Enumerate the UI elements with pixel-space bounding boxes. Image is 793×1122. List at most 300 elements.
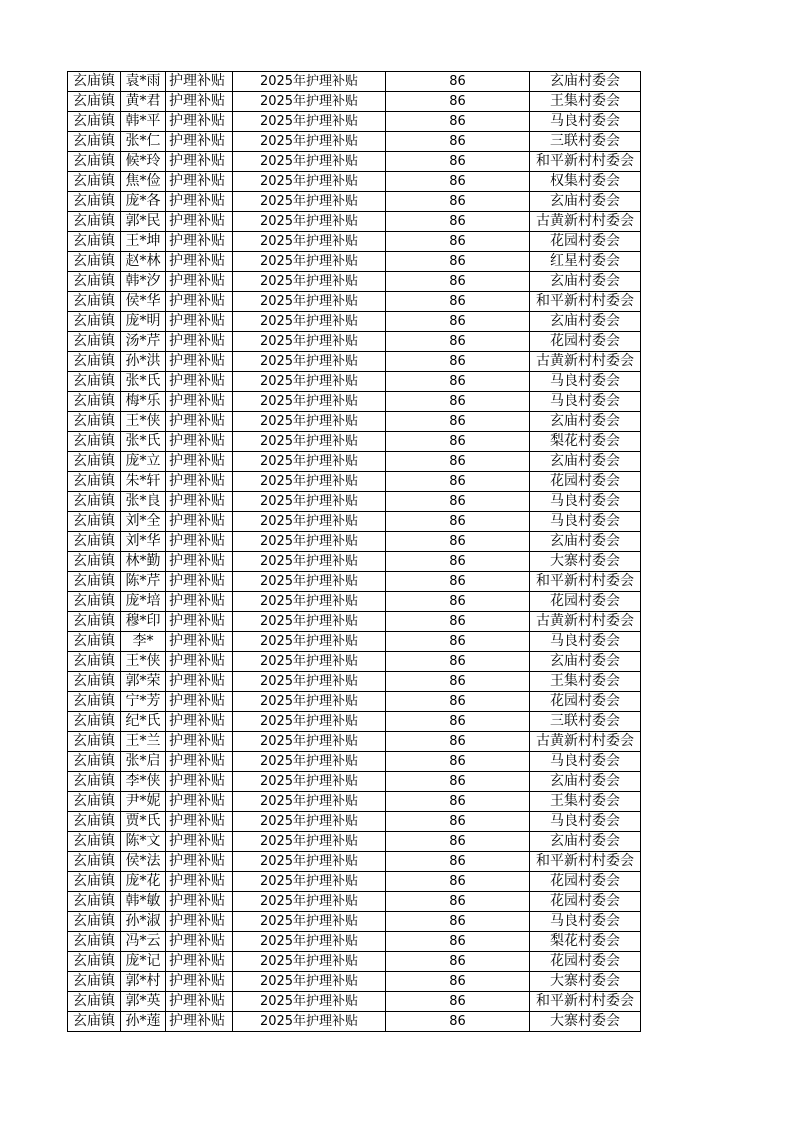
name-cell: 郭*荣	[121, 672, 166, 692]
town-cell: 玄庙镇	[68, 232, 121, 252]
town-cell: 玄庙镇	[68, 412, 121, 432]
amount-cell: 86	[386, 72, 530, 92]
project-cell: 2025年护理补贴	[233, 812, 386, 832]
name-cell: 庞*培	[121, 592, 166, 612]
amount-cell: 86	[386, 492, 530, 512]
amount-cell: 86	[386, 532, 530, 552]
amount-cell: 86	[386, 852, 530, 872]
amount-cell: 86	[386, 352, 530, 372]
amount-cell: 86	[386, 1012, 530, 1032]
name-cell: 李*	[121, 632, 166, 652]
table-row	[68, 772, 641, 792]
amount-cell: 86	[386, 292, 530, 312]
project-cell: 2025年护理补贴	[233, 152, 386, 172]
village-cell: 和平新村村委会	[530, 572, 641, 592]
name-cell: 赵*林	[121, 252, 166, 272]
subsidy-type-cell: 护理补贴	[166, 152, 233, 172]
amount-cell: 86	[386, 252, 530, 272]
village-cell: 玄庙村委会	[530, 272, 641, 292]
subsidy-type-cell: 护理补贴	[166, 932, 233, 952]
town-cell: 玄庙镇	[68, 212, 121, 232]
town-cell: 玄庙镇	[68, 292, 121, 312]
village-cell: 古黄新村村委会	[530, 352, 641, 372]
project-cell: 2025年护理补贴	[233, 452, 386, 472]
subsidy-type-cell: 护理补贴	[166, 272, 233, 292]
town-cell: 玄庙镇	[68, 612, 121, 632]
name-cell: 冯*云	[121, 932, 166, 952]
village-cell: 玄庙村委会	[530, 652, 641, 672]
amount-cell: 86	[386, 132, 530, 152]
amount-cell: 86	[386, 812, 530, 832]
town-cell: 玄庙镇	[68, 772, 121, 792]
table-row	[68, 632, 641, 652]
subsidy-type-cell: 护理补贴	[166, 92, 233, 112]
village-cell: 马良村委会	[530, 632, 641, 652]
town-cell: 玄庙镇	[68, 132, 121, 152]
town-cell: 玄庙镇	[68, 952, 121, 972]
table-row	[68, 652, 641, 672]
village-cell: 玄庙村委会	[530, 772, 641, 792]
village-cell: 古黄新村村委会	[530, 732, 641, 752]
town-cell: 玄庙镇	[68, 672, 121, 692]
amount-cell: 86	[386, 712, 530, 732]
name-cell: 陈*芹	[121, 572, 166, 592]
table-row	[68, 292, 641, 312]
town-cell: 玄庙镇	[68, 372, 121, 392]
subsidy-type-cell: 护理补贴	[166, 192, 233, 212]
village-cell: 马良村委会	[530, 752, 641, 772]
table-row	[68, 392, 641, 412]
village-cell: 花园村委会	[530, 952, 641, 972]
name-cell: 宁*芳	[121, 692, 166, 712]
amount-cell: 86	[386, 392, 530, 412]
subsidy-type-cell: 护理补贴	[166, 652, 233, 672]
town-cell: 玄庙镇	[68, 392, 121, 412]
table-row	[68, 92, 641, 112]
amount-cell: 86	[386, 92, 530, 112]
project-cell: 2025年护理补贴	[233, 752, 386, 772]
project-cell: 2025年护理补贴	[233, 532, 386, 552]
table-row	[68, 152, 641, 172]
amount-cell: 86	[386, 272, 530, 292]
village-cell: 梨花村委会	[530, 432, 641, 452]
village-cell: 玄庙村委会	[530, 832, 641, 852]
subsidy-type-cell: 护理补贴	[166, 952, 233, 972]
project-cell: 2025年护理补贴	[233, 352, 386, 372]
village-cell: 古黄新村村委会	[530, 612, 641, 632]
town-cell: 玄庙镇	[68, 152, 121, 172]
village-cell: 红星村委会	[530, 252, 641, 272]
table-row	[68, 532, 641, 552]
town-cell: 玄庙镇	[68, 572, 121, 592]
town-cell: 玄庙镇	[68, 1012, 121, 1032]
town-cell: 玄庙镇	[68, 272, 121, 292]
name-cell: 刘*全	[121, 512, 166, 532]
name-cell: 穆*印	[121, 612, 166, 632]
name-cell: 张*氏	[121, 372, 166, 392]
village-cell: 三联村委会	[530, 712, 641, 732]
name-cell: 刘*华	[121, 532, 166, 552]
project-cell: 2025年护理补贴	[233, 412, 386, 432]
name-cell: 韩*汐	[121, 272, 166, 292]
town-cell: 玄庙镇	[68, 712, 121, 732]
town-cell: 玄庙镇	[68, 652, 121, 672]
table-row	[68, 192, 641, 212]
name-cell: 张*氏	[121, 432, 166, 452]
village-cell: 马良村委会	[530, 512, 641, 532]
village-cell: 花园村委会	[530, 692, 641, 712]
table-row	[68, 892, 641, 912]
name-cell: 庞*花	[121, 872, 166, 892]
name-cell: 孙*莲	[121, 1012, 166, 1032]
subsidy-type-cell: 护理补贴	[166, 492, 233, 512]
town-cell: 玄庙镇	[68, 252, 121, 272]
name-cell: 侯*华	[121, 292, 166, 312]
name-cell: 庞*立	[121, 452, 166, 472]
subsidy-type-cell: 护理补贴	[166, 732, 233, 752]
project-cell: 2025年护理补贴	[233, 692, 386, 712]
amount-cell: 86	[386, 152, 530, 172]
village-cell: 古黄新村村委会	[530, 212, 641, 232]
town-cell: 玄庙镇	[68, 512, 121, 532]
table-row	[68, 552, 641, 572]
name-cell: 袁*雨	[121, 72, 166, 92]
village-cell: 大寨村委会	[530, 1012, 641, 1032]
town-cell: 玄庙镇	[68, 92, 121, 112]
amount-cell: 86	[386, 972, 530, 992]
village-cell: 和平新村村委会	[530, 152, 641, 172]
village-cell: 和平新村村委会	[530, 852, 641, 872]
name-cell: 王*侠	[121, 652, 166, 672]
table-row	[68, 252, 641, 272]
town-cell: 玄庙镇	[68, 192, 121, 212]
name-cell: 张*良	[121, 492, 166, 512]
subsidy-type-cell: 护理补贴	[166, 472, 233, 492]
table-row	[68, 572, 641, 592]
project-cell: 2025年护理补贴	[233, 632, 386, 652]
project-cell: 2025年护理补贴	[233, 672, 386, 692]
village-cell: 马良村委会	[530, 812, 641, 832]
subsidy-type-cell: 护理补贴	[166, 212, 233, 232]
amount-cell: 86	[386, 332, 530, 352]
table-row	[68, 432, 641, 452]
subsidy-type-cell: 护理补贴	[166, 872, 233, 892]
amount-cell: 86	[386, 772, 530, 792]
name-cell: 尹*妮	[121, 792, 166, 812]
name-cell: 张*启	[121, 752, 166, 772]
subsidy-type-cell: 护理补贴	[166, 432, 233, 452]
subsidy-type-cell: 护理补贴	[166, 232, 233, 252]
table-row	[68, 472, 641, 492]
table-row	[68, 792, 641, 812]
name-cell: 王*侠	[121, 412, 166, 432]
table-row	[68, 612, 641, 632]
subsidy-type-cell: 护理补贴	[166, 532, 233, 552]
amount-cell: 86	[386, 372, 530, 392]
table-row	[68, 732, 641, 752]
subsidy-type-cell: 护理补贴	[166, 992, 233, 1012]
name-cell: 纪*氏	[121, 712, 166, 732]
table-row	[68, 952, 641, 972]
project-cell: 2025年护理补贴	[233, 492, 386, 512]
amount-cell: 86	[386, 832, 530, 852]
town-cell: 玄庙镇	[68, 552, 121, 572]
project-cell: 2025年护理补贴	[233, 312, 386, 332]
subsidy-type-cell: 护理补贴	[166, 692, 233, 712]
name-cell: 汤*芹	[121, 332, 166, 352]
project-cell: 2025年护理补贴	[233, 432, 386, 452]
village-cell: 和平新村村委会	[530, 292, 641, 312]
table-row	[68, 992, 641, 1012]
name-cell: 朱*轩	[121, 472, 166, 492]
table-row	[68, 672, 641, 692]
amount-cell: 86	[386, 912, 530, 932]
amount-cell: 86	[386, 572, 530, 592]
subsidy-type-cell: 护理补贴	[166, 912, 233, 932]
project-cell: 2025年护理补贴	[233, 372, 386, 392]
amount-cell: 86	[386, 992, 530, 1012]
town-cell: 玄庙镇	[68, 792, 121, 812]
village-cell: 花园村委会	[530, 332, 641, 352]
project-cell: 2025年护理补贴	[233, 992, 386, 1012]
project-cell: 2025年护理补贴	[233, 472, 386, 492]
village-cell: 大寨村委会	[530, 972, 641, 992]
village-cell: 花园村委会	[530, 592, 641, 612]
subsidy-type-cell: 护理补贴	[166, 972, 233, 992]
town-cell: 玄庙镇	[68, 432, 121, 452]
amount-cell: 86	[386, 472, 530, 492]
project-cell: 2025年护理补贴	[233, 192, 386, 212]
subsidy-type-cell: 护理补贴	[166, 852, 233, 872]
town-cell: 玄庙镇	[68, 932, 121, 952]
subsidy-type-cell: 护理补贴	[166, 512, 233, 532]
amount-cell: 86	[386, 232, 530, 252]
project-cell: 2025年护理补贴	[233, 292, 386, 312]
village-cell: 大寨村委会	[530, 552, 641, 572]
project-cell: 2025年护理补贴	[233, 572, 386, 592]
village-cell: 玄庙村委会	[530, 192, 641, 212]
subsidy-type-cell: 护理补贴	[166, 632, 233, 652]
amount-cell: 86	[386, 632, 530, 652]
subsidy-type-cell: 护理补贴	[166, 332, 233, 352]
amount-cell: 86	[386, 952, 530, 972]
village-cell: 马良村委会	[530, 492, 641, 512]
amount-cell: 86	[386, 932, 530, 952]
town-cell: 玄庙镇	[68, 112, 121, 132]
table-row	[68, 1012, 641, 1032]
name-cell: 贾*氏	[121, 812, 166, 832]
amount-cell: 86	[386, 412, 530, 432]
town-cell: 玄庙镇	[68, 72, 121, 92]
village-cell: 马良村委会	[530, 112, 641, 132]
town-cell: 玄庙镇	[68, 832, 121, 852]
subsidy-type-cell: 护理补贴	[166, 72, 233, 92]
name-cell: 黄*君	[121, 92, 166, 112]
subsidy-type-cell: 护理补贴	[166, 772, 233, 792]
amount-cell: 86	[386, 192, 530, 212]
name-cell: 韩*平	[121, 112, 166, 132]
name-cell: 李*侠	[121, 772, 166, 792]
village-cell: 梨花村委会	[530, 932, 641, 952]
project-cell: 2025年护理补贴	[233, 612, 386, 632]
amount-cell: 86	[386, 752, 530, 772]
name-cell: 韩*敏	[121, 892, 166, 912]
village-cell: 权集村委会	[530, 172, 641, 192]
table-row	[68, 332, 641, 352]
project-cell: 2025年护理补贴	[233, 1012, 386, 1032]
village-cell: 玄庙村委会	[530, 452, 641, 472]
town-cell: 玄庙镇	[68, 972, 121, 992]
name-cell: 陈*文	[121, 832, 166, 852]
table-row	[68, 372, 641, 392]
table-row	[68, 272, 641, 292]
name-cell: 郭*村	[121, 972, 166, 992]
project-cell: 2025年护理补贴	[233, 712, 386, 732]
town-cell: 玄庙镇	[68, 172, 121, 192]
project-cell: 2025年护理补贴	[233, 512, 386, 532]
village-cell: 花园村委会	[530, 892, 641, 912]
subsidy-type-cell: 护理补贴	[166, 292, 233, 312]
table-row	[68, 492, 641, 512]
amount-cell: 86	[386, 112, 530, 132]
town-cell: 玄庙镇	[68, 992, 121, 1012]
project-cell: 2025年护理补贴	[233, 552, 386, 572]
table-row	[68, 132, 641, 152]
project-cell: 2025年护理补贴	[233, 932, 386, 952]
project-cell: 2025年护理补贴	[233, 892, 386, 912]
village-cell: 王集村委会	[530, 792, 641, 812]
table-row	[68, 832, 641, 852]
amount-cell: 86	[386, 672, 530, 692]
village-cell: 花园村委会	[530, 472, 641, 492]
town-cell: 玄庙镇	[68, 332, 121, 352]
project-cell: 2025年护理补贴	[233, 952, 386, 972]
subsidy-type-cell: 护理补贴	[166, 672, 233, 692]
table-row	[68, 172, 641, 192]
table-row	[68, 812, 641, 832]
amount-cell: 86	[386, 592, 530, 612]
project-cell: 2025年护理补贴	[233, 972, 386, 992]
table-row	[68, 212, 641, 232]
table-row	[68, 412, 641, 432]
village-cell: 马良村委会	[530, 912, 641, 932]
project-cell: 2025年护理补贴	[233, 332, 386, 352]
amount-cell: 86	[386, 552, 530, 572]
table-row	[68, 352, 641, 372]
amount-cell: 86	[386, 212, 530, 232]
name-cell: 候*玲	[121, 152, 166, 172]
project-cell: 2025年护理补贴	[233, 132, 386, 152]
name-cell: 庞*各	[121, 192, 166, 212]
amount-cell: 86	[386, 432, 530, 452]
table-body	[68, 72, 641, 1032]
project-cell: 2025年护理补贴	[233, 652, 386, 672]
town-cell: 玄庙镇	[68, 312, 121, 332]
subsidy-type-cell: 护理补贴	[166, 112, 233, 132]
subsidy-table	[67, 71, 641, 1032]
name-cell: 王*坤	[121, 232, 166, 252]
town-cell: 玄庙镇	[68, 872, 121, 892]
amount-cell: 86	[386, 172, 530, 192]
town-cell: 玄庙镇	[68, 492, 121, 512]
town-cell: 玄庙镇	[68, 912, 121, 932]
town-cell: 玄庙镇	[68, 592, 121, 612]
town-cell: 玄庙镇	[68, 812, 121, 832]
village-cell: 花园村委会	[530, 872, 641, 892]
village-cell: 和平新村村委会	[530, 992, 641, 1012]
project-cell: 2025年护理补贴	[233, 212, 386, 232]
name-cell: 孙*洪	[121, 352, 166, 372]
table-row	[68, 452, 641, 472]
project-cell: 2025年护理补贴	[233, 172, 386, 192]
amount-cell: 86	[386, 512, 530, 532]
amount-cell: 86	[386, 872, 530, 892]
name-cell: 孙*淑	[121, 912, 166, 932]
village-cell: 马良村委会	[530, 392, 641, 412]
village-cell: 王集村委会	[530, 92, 641, 112]
project-cell: 2025年护理补贴	[233, 72, 386, 92]
table-row	[68, 852, 641, 872]
amount-cell: 86	[386, 452, 530, 472]
project-cell: 2025年护理补贴	[233, 112, 386, 132]
name-cell: 林*勤	[121, 552, 166, 572]
town-cell: 玄庙镇	[68, 692, 121, 712]
table-row	[68, 932, 641, 952]
subsidy-type-cell: 护理补贴	[166, 892, 233, 912]
amount-cell: 86	[386, 732, 530, 752]
table-row	[68, 592, 641, 612]
village-cell: 玄庙村委会	[530, 532, 641, 552]
table-row	[68, 112, 641, 132]
name-cell: 郭*民	[121, 212, 166, 232]
subsidy-type-cell: 护理补贴	[166, 592, 233, 612]
town-cell: 玄庙镇	[68, 532, 121, 552]
name-cell: 张*仁	[121, 132, 166, 152]
town-cell: 玄庙镇	[68, 452, 121, 472]
amount-cell: 86	[386, 312, 530, 332]
project-cell: 2025年护理补贴	[233, 392, 386, 412]
table-row	[68, 912, 641, 932]
town-cell: 玄庙镇	[68, 752, 121, 772]
subsidy-type-cell: 护理补贴	[166, 832, 233, 852]
subsidy-type-cell: 护理补贴	[166, 752, 233, 772]
subsidy-type-cell: 护理补贴	[166, 792, 233, 812]
subsidy-type-cell: 护理补贴	[166, 552, 233, 572]
table-row	[68, 712, 641, 732]
project-cell: 2025年护理补贴	[233, 232, 386, 252]
table-row	[68, 752, 641, 772]
name-cell: 焦*俭	[121, 172, 166, 192]
name-cell: 梅*乐	[121, 392, 166, 412]
town-cell: 玄庙镇	[68, 352, 121, 372]
name-cell: 王*兰	[121, 732, 166, 752]
project-cell: 2025年护理补贴	[233, 92, 386, 112]
subsidy-type-cell: 护理补贴	[166, 1012, 233, 1032]
amount-cell: 86	[386, 652, 530, 672]
amount-cell: 86	[386, 892, 530, 912]
project-cell: 2025年护理补贴	[233, 592, 386, 612]
town-cell: 玄庙镇	[68, 632, 121, 652]
subsidy-type-cell: 护理补贴	[166, 252, 233, 272]
subsidy-type-cell: 护理补贴	[166, 572, 233, 592]
project-cell: 2025年护理补贴	[233, 252, 386, 272]
project-cell: 2025年护理补贴	[233, 732, 386, 752]
subsidy-type-cell: 护理补贴	[166, 412, 233, 432]
subsidy-type-cell: 护理补贴	[166, 132, 233, 152]
subsidy-type-cell: 护理补贴	[166, 452, 233, 472]
subsidy-type-cell: 护理补贴	[166, 712, 233, 732]
town-cell: 玄庙镇	[68, 732, 121, 752]
